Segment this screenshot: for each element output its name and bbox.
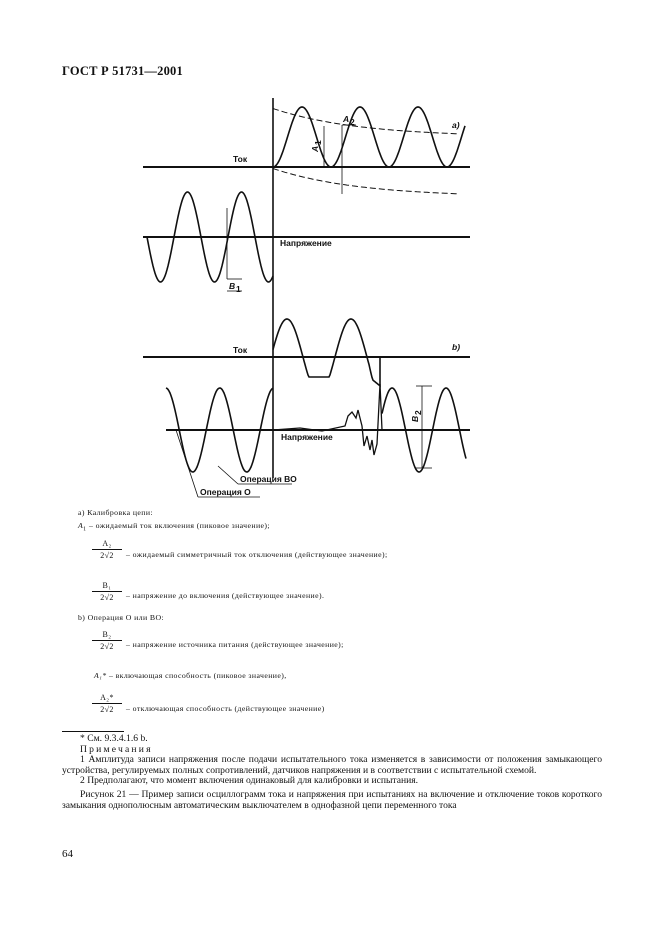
label-a2: A xyxy=(343,114,350,124)
legend-a2-den: 2√2 xyxy=(100,551,114,560)
legend-a1s-symbol: A₁* xyxy=(94,671,107,680)
legend-a-title: a) Калибровка цепи: xyxy=(78,508,153,517)
legend-b2-fraction xyxy=(92,630,122,651)
legend-a1-sub: 1 xyxy=(83,526,87,533)
legend-a2s-den: 2√2 xyxy=(100,705,114,714)
label-current-a: Ток xyxy=(233,154,248,164)
legend-a2-fraction xyxy=(92,539,122,560)
label-b2: B xyxy=(410,415,420,422)
legend-b1-fraction xyxy=(92,581,122,602)
notes-title: Примечания xyxy=(80,743,153,755)
legend-b2-num: B₂ xyxy=(92,630,122,641)
envelope-lower xyxy=(273,169,459,194)
legend-b1-num: B₁ xyxy=(92,581,122,592)
legend-b-title: b) Операция О или ВО: xyxy=(78,613,165,622)
legend-b2-text: – напряжение источника питания (действующее значение); xyxy=(126,640,344,649)
current-wave-b xyxy=(273,319,380,386)
footnote: * См. 9.3.4.1.6 b. xyxy=(80,733,148,744)
label-a1-sub: 1 xyxy=(313,140,323,145)
legend-a1s-row xyxy=(94,671,287,680)
legend-a2-num: A₂ xyxy=(92,539,122,550)
op-o-leader xyxy=(176,430,198,497)
note-1: 1 Амплитуда записи напряжения после подачи испытательного тока изменяется в зависимости от положения замыкающего устройства, регулируемых полных сопротивлений, датчиков напряжения и в соответствии с испытательной схемой. xyxy=(62,754,602,776)
standard-header: ГОСТ Р 51731—2001 xyxy=(62,64,183,78)
legend-b2-den: 2√2 xyxy=(100,642,114,651)
note-2: 2 Предполагают, что момент включения одинаковый для калибровки и испытания. xyxy=(80,775,419,787)
legend-b1-den: 2√2 xyxy=(100,593,114,602)
legend-a1-symbol: A xyxy=(78,521,84,530)
legend-a2s-fraction xyxy=(92,693,122,714)
figure-caption: Рисунок 21 — Пример записи осциллограмм тока и напряжения при испытаниях на включение и отключение токов короткого замыкания однополюсным автоматическим выключателем в однофазной цепи переменного тока xyxy=(62,788,602,811)
arc-voltage-trace xyxy=(273,384,382,455)
legend-a1-text: – ожидаемый ток включения (пиковое значение); xyxy=(88,521,270,530)
legend-a1-row xyxy=(78,521,270,533)
notes-block xyxy=(62,734,602,811)
legend-a2s-num: A₂* xyxy=(92,693,122,704)
marker-a: a) xyxy=(452,120,460,130)
label-b2-sub: 2 xyxy=(413,410,423,415)
label-current-b: Ток xyxy=(233,345,248,355)
label-op-o: Операция О xyxy=(200,487,251,497)
label-voltage-a: Напряжение xyxy=(280,238,332,248)
legend-a1s-text: – включающая способность (пиковое значение), xyxy=(108,671,287,680)
label-voltage-b: Напряжение xyxy=(281,432,333,442)
current-wave-a xyxy=(273,107,465,167)
legend-a2-text: – ожидаемый симметричный ток отключения (действующее значение); xyxy=(126,550,388,559)
figure-a-calibration xyxy=(143,98,470,478)
marker-b: b) xyxy=(452,342,461,352)
label-a1: A xyxy=(310,145,320,152)
page-number: 64 xyxy=(62,848,73,860)
label-b1: B xyxy=(229,281,236,291)
figure-b-operation xyxy=(143,319,470,497)
footnote-rule xyxy=(62,731,124,732)
legend-a2s-text: – отключающая способность (действующее значение) xyxy=(126,704,325,713)
op-bo-leader xyxy=(218,466,238,484)
label-op-bo: Операция ВО xyxy=(240,474,297,484)
label-b1-sub: 1 xyxy=(236,284,241,294)
legend-b1-text: – напряжение до включения (действующее значение). xyxy=(126,591,325,600)
label-a2-sub: 2 xyxy=(350,117,355,127)
